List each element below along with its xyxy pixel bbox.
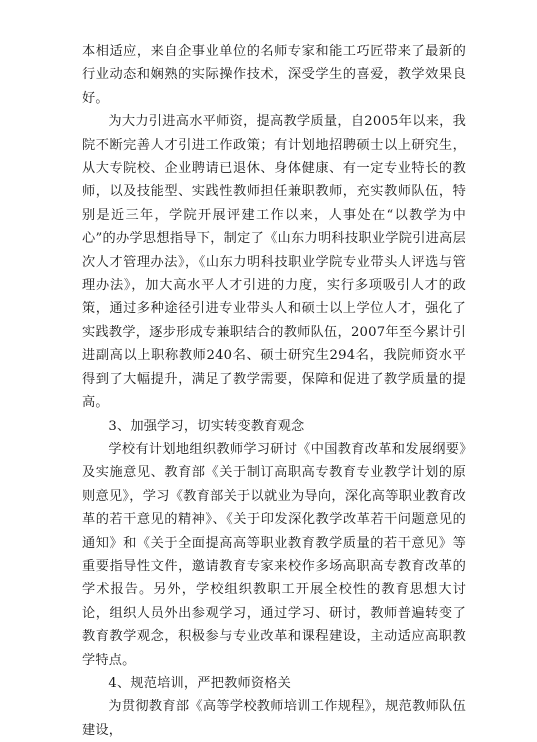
paragraph-talent-recruitment: 为大力引进高水平师资，提高教学质量，自2005年以来，我院不断完善人才引进工作政策；有计划地招聘硕士以上研究生，从大专院校、企业聘请已退休、身体健康、有一定专业特长的教师，以及技能型、实践性教师担任兼职教师，充实教师队伍，特别是近三年，学院开展评建工作以来，人事处在“以教学为中心”的办学思想指导下，制定了《山东力明科技职业学院引进高层次人才管理办法》，《山东力明科技职业学院专业带头人评选与管理办法》，加大高水平人才引进的力度，实行多项吸引人才的政策，通过多种途径引进专业带头人和硕士以上学位人才，强化了实践教学，逐步形成专兼职结合的教师队伍，2007年至今累计引进副高以上职称教师240名、硕士研究生294名，我院师资水平得到了大幅提升，满足了教学需要，保障和促进了教学质量的提高。 [82, 114, 466, 411]
paragraph-study-education: 学校有计划地组织教师学习研讨《中国教育改革和发展纲要》及实施意见、教育部《关于制订高职高专教育专业教学计划的原则意见》，学习《教育部关于以就业为导向，深化高等职业教育改革的若干意见的精神》、《关于印发深化教学改革若干问题意见的通知》和《关于全面提高高等职业教育教学质量的若干意见》等重要指导性文件，邀请教育专家来校作多场高职高专教育改革的学术报告。另外，学校组织教职工开展全校性的教育思想大讨论，组织人员外出参观学习，通过学习、研讨，教师普遍转变了教育教学观念，积极参与专业改革和课程建设，主动适应高职教学特点。 [82, 441, 466, 668]
paragraph-continuation: 本相适应，来自企事业单位的名师专家和能工巧匠带来了最新的行业动态和娴熟的实际操作技术，深受学生的喜爱，教学效果良好。 [82, 44, 466, 106]
paragraph-training: 为贯彻教育部《高等学校教师培训工作规程》，规范教师队伍建设， [82, 699, 466, 738]
section-heading-3: 3、加强学习，切实转变教育观念 [108, 418, 305, 434]
document-body [82, 40, 466, 742]
section-heading-4: 4、规范培训，严把教师资格关 [108, 675, 292, 691]
